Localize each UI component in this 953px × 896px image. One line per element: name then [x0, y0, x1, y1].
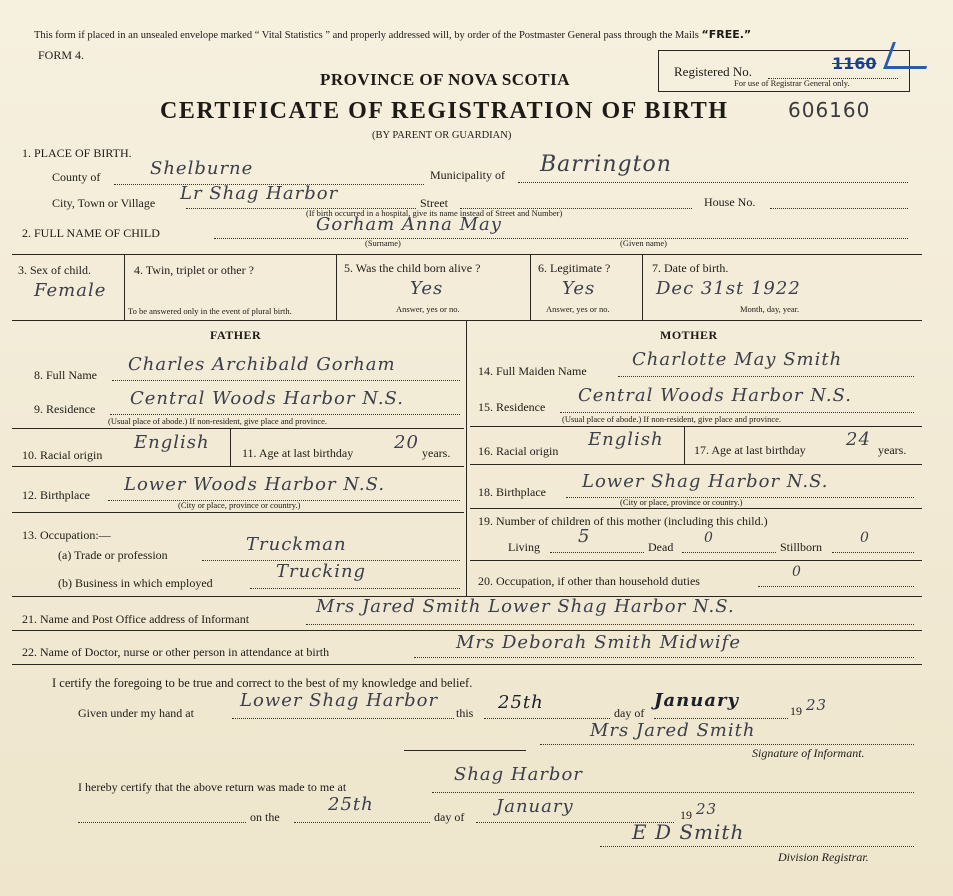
mother-occupation-value: 0 [792, 564, 802, 580]
given-place-value: Lower Shag Harbor [240, 690, 439, 711]
answer-note: Answer, yes or no. [396, 304, 460, 314]
date-of-birth-note: Month, day, year. [740, 304, 800, 314]
child-name-value: Gorham Anna May [316, 214, 502, 235]
hospital-note: (If birth occurred in a hospital, give its name instead of Street and Number) [306, 208, 563, 218]
mother-residence-label: 15. Residence [478, 400, 546, 414]
registrar-month-value: January [496, 796, 574, 817]
dead-label: Dead [648, 540, 674, 554]
father-business-value: Trucking [276, 561, 367, 582]
twin-note: To be answered only in the event of plural birth. [128, 306, 292, 316]
registrar-on-the-label: on the [250, 810, 280, 824]
given-month-value: January [654, 690, 739, 711]
certify-statement: I certify the foregoing to be true and correct to the best of my knowledge and belief. [52, 676, 473, 690]
born-alive-label: 5. Was the child born alive ? [344, 261, 481, 275]
date-of-birth-value: Dec 31st 1922 [656, 278, 801, 299]
county-value: Shelburne [150, 158, 254, 179]
children-count-label: 19. Number of children of this mother (including this child.) [478, 514, 768, 528]
father-trade-value: Truckman [246, 534, 347, 555]
father-age-label: 11. Age at last birthday [242, 446, 354, 460]
mother-age-label: 17. Age at last birthday [694, 443, 806, 457]
informant-value: Mrs Jared Smith Lower Shag Harbor N.S. [316, 596, 735, 617]
given-year-value: 23 [806, 696, 828, 714]
father-residence-label: 9. Residence [34, 402, 96, 416]
registrar-year-value: 23 [696, 800, 718, 818]
answer-note: Answer, yes or no. [546, 304, 610, 314]
mother-race-value: English [588, 429, 664, 450]
twin-label: 4. Twin, triplet or other ? [134, 263, 254, 277]
father-occupation-label: 13. Occupation:— [22, 528, 111, 542]
municipality-value: Barrington [540, 152, 672, 177]
city-label: City, Town or Village [52, 196, 156, 210]
registrar-statement: I hereby certify that the above return was made to me at [78, 780, 347, 794]
form-number: FORM 4. [38, 48, 85, 62]
given-day-value: 25th [498, 692, 544, 713]
sex-value: Female [34, 280, 107, 301]
father-birthplace-note: (City or place, province or country.) [178, 500, 301, 510]
county-label: County of [52, 170, 101, 184]
living-label: Living [508, 540, 540, 554]
sex-label: 3. Sex of child. [18, 263, 91, 277]
mother-race-label: 16. Racial origin [478, 444, 559, 458]
house-number-label: House No. [704, 195, 756, 209]
certificate-subtitle: (BY PARENT OR GUARDIAN) [372, 130, 512, 141]
informant-signature-label: Signature of Informant. [752, 746, 865, 760]
father-name-label: 8. Full Name [34, 368, 97, 382]
registrar-place-value: Shag Harbor [454, 764, 583, 785]
father-trade-label: (a) Trade or profession [58, 548, 168, 562]
mother-heading: MOTHER [660, 328, 718, 342]
place-of-birth-heading: 1. PLACE OF BIRTH. [22, 146, 132, 160]
certificate-title: CERTIFICATE OF REGISTRATION OF BIRTH [160, 98, 729, 124]
registrar-label: Division Registrar. [778, 850, 869, 864]
father-business-label: (b) Business in which employed [58, 576, 213, 590]
postal-notice: This form if placed in an unsealed envelope marked “ Vital Statistics ” and properly addressed will, by order of the Postmaster General pass through the Mails “FREE.” [34, 28, 752, 41]
dead-value: 0 [704, 530, 714, 546]
date-of-birth-label: 7. Date of birth. [652, 261, 729, 275]
given-year-prefix: 19 [790, 704, 802, 718]
registered-number-stamp: 1160 [832, 54, 877, 73]
father-name-value: Charles Archibald Gorham [128, 354, 396, 375]
province-heading: PROVINCE OF NOVA SCOTIA [320, 70, 571, 89]
given-name-note: (Given name) [620, 238, 667, 248]
mother-name-label: 14. Full Maiden Name [478, 364, 587, 378]
registrar-day-of-label: day of [434, 810, 465, 824]
father-age-value: 20 [394, 432, 419, 453]
registrar-signature: E D Smith [632, 820, 745, 844]
stillborn-value: 0 [860, 530, 870, 546]
father-birthplace-label: 12. Birthplace [22, 488, 90, 502]
doctor-value: Mrs Deborah Smith Midwife [456, 632, 741, 653]
mother-name-value: Charlotte May Smith [632, 349, 843, 370]
legitimate-label: 6. Legitimate ? [538, 261, 611, 275]
municipality-label: Municipality of [430, 168, 505, 182]
living-value: 5 [578, 526, 591, 547]
certificate-number: 606160 [788, 98, 871, 122]
registered-label: Registered No. [674, 64, 752, 79]
born-alive-value: Yes [410, 278, 444, 299]
mother-birthplace-label: 18. Birthplace [478, 485, 546, 499]
doctor-label: 22. Name of Doctor, nurse or other person in attendance at birth [22, 645, 330, 659]
registrar-day-value: 25th [328, 794, 374, 815]
given-under-hand-label: Given under my hand at [78, 706, 194, 720]
father-race-value: English [134, 432, 210, 453]
mother-birthplace-note: (City or place, province or country.) [620, 497, 743, 507]
mother-occupation-label: 20. Occupation, if other than household duties [478, 574, 700, 588]
check-mark-icon [883, 42, 936, 69]
father-birthplace-value: Lower Woods Harbor N.S. [124, 474, 386, 495]
legitimate-value: Yes [562, 278, 596, 299]
informant-signature: Mrs Jared Smith [590, 720, 756, 741]
mother-birthplace-value: Lower Shag Harbor N.S. [582, 471, 829, 492]
given-day-of-label: day of [614, 706, 645, 720]
city-value: Lr Shag Harbor [180, 183, 339, 204]
this-label: this [456, 706, 474, 720]
father-race-label: 10. Racial origin [22, 448, 103, 462]
father-heading: FATHER [210, 328, 262, 342]
father-residence-value: Central Woods Harbor N.S. [130, 388, 404, 409]
father-years-label: years. [422, 446, 451, 460]
surname-note: (Surname) [365, 238, 401, 248]
child-name-label: 2. FULL NAME OF CHILD [22, 226, 160, 240]
registered-note: For use of Registrar General only. [734, 78, 850, 88]
mother-abode-note: (Usual place of abode.) If non-resident, give place and province. [562, 414, 782, 424]
mother-residence-value: Central Woods Harbor N.S. [578, 385, 852, 406]
stillborn-label: Stillborn [780, 540, 823, 554]
mother-age-value: 24 [846, 429, 871, 450]
street-label: Street [420, 196, 448, 210]
father-abode-note: (Usual place of abode.) If non-resident, give place and province. [108, 416, 328, 426]
registrar-year-prefix: 19 [680, 808, 692, 822]
mother-years-label: years. [878, 443, 907, 457]
informant-label: 21. Name and Post Office address of Informant [22, 612, 250, 626]
